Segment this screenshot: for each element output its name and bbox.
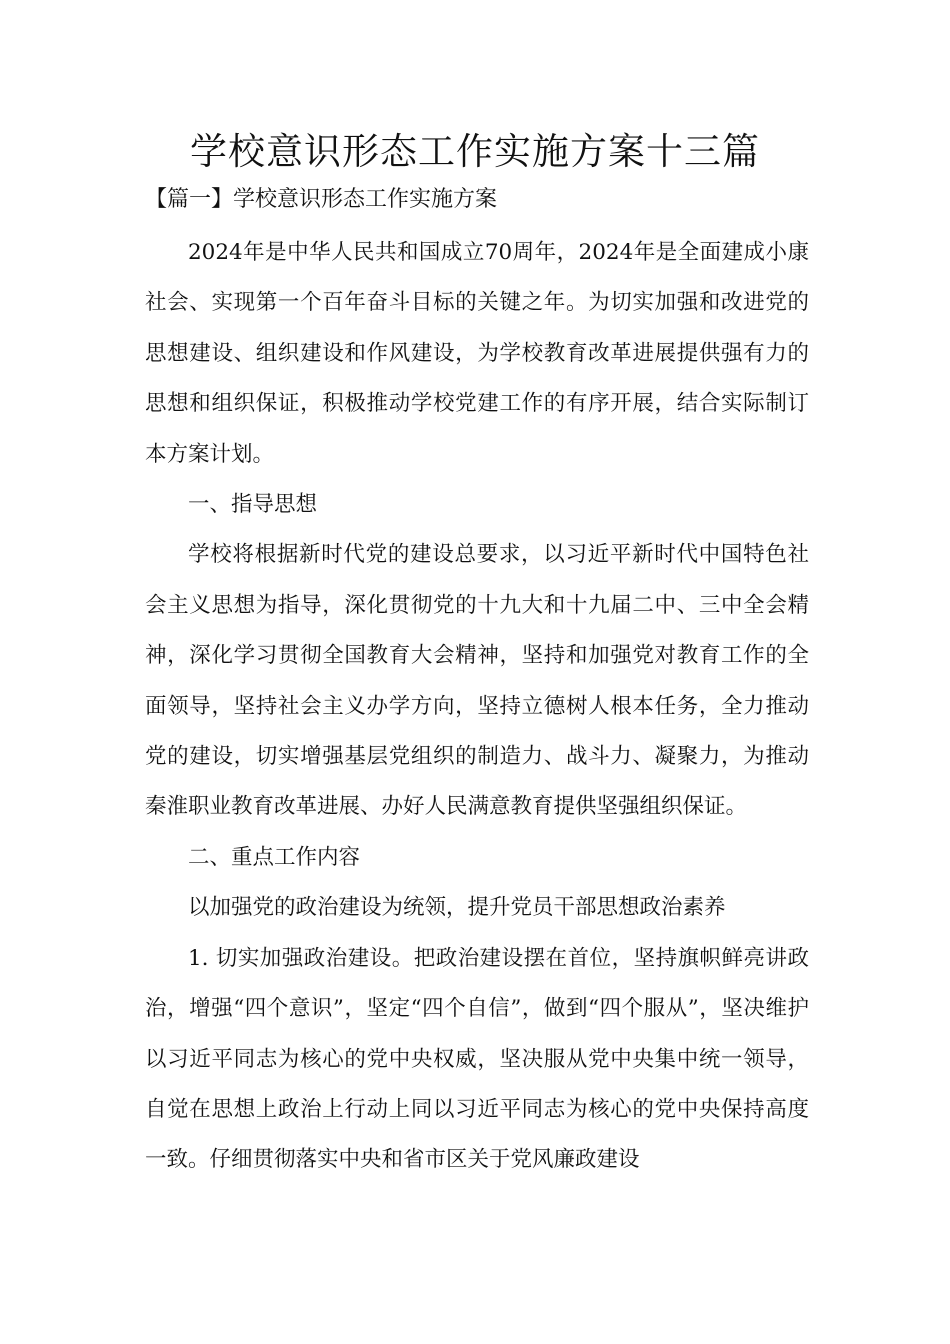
paragraph-political-building: 1. 切实加强政治建设。把政治建设摆在首位，坚持旗帜鲜亮讲政治，增强“四个意识”，坚定“四个自信”，做到“四个服从”，坚决维护以习近平同志为核心的党中央权威，坚决服从党中央集中统一领导，自觉在思想上政治上行动上同以习近平同志为核心的党中央保持高度一致。仔细贯彻落实中央和省市区关于党风廉政建设 <box>145 945 809 1173</box>
paragraph-guiding-ideology: 学校将根据新时代党的建设总要求，以习近平新时代中国特色社会主义思想为指导，深化贯彻党的十九大和十九届二中、三中全会精神，深化学习贯彻全国教育大会精神，坚持和加强党对教育工作的全面领导，坚持社会主义办学方向，坚持立德树人根本任务，全力推动党的建设，切实增强基层党组织的制造力、战斗力、凝聚力，为推动秦淮职业教育改革进展、办好人民满意教育提供坚强组织保证。 <box>145 542 809 820</box>
section-subtitle: 【篇一】学校意识形态工作实施方案 <box>145 187 498 212</box>
paragraph-key-work-lead: 以加强党的政治建设为统领，提升党员干部思想政治素养 <box>188 895 726 921</box>
document-body <box>145 228 809 1186</box>
section-heading-guiding-ideology: 一、指导思想 <box>188 492 318 518</box>
document-title: 学校意识形态工作实施方案十三篇 <box>190 130 760 173</box>
paragraph-intro: 2024年是中华人民共和国成立70周年，2024年是全面建成小康社会、实现第一个百年奋斗目标的关键之年。为切实加强和改进党的思想建设、组织建设和作风建设，为学校教育改革进展提供强有力的思想和组织保证，积极推动学校党建工作的有序开展，结合实际制订本方案计划。 <box>145 240 809 467</box>
section-heading-key-work: 二、重点工作内容 <box>188 844 361 870</box>
